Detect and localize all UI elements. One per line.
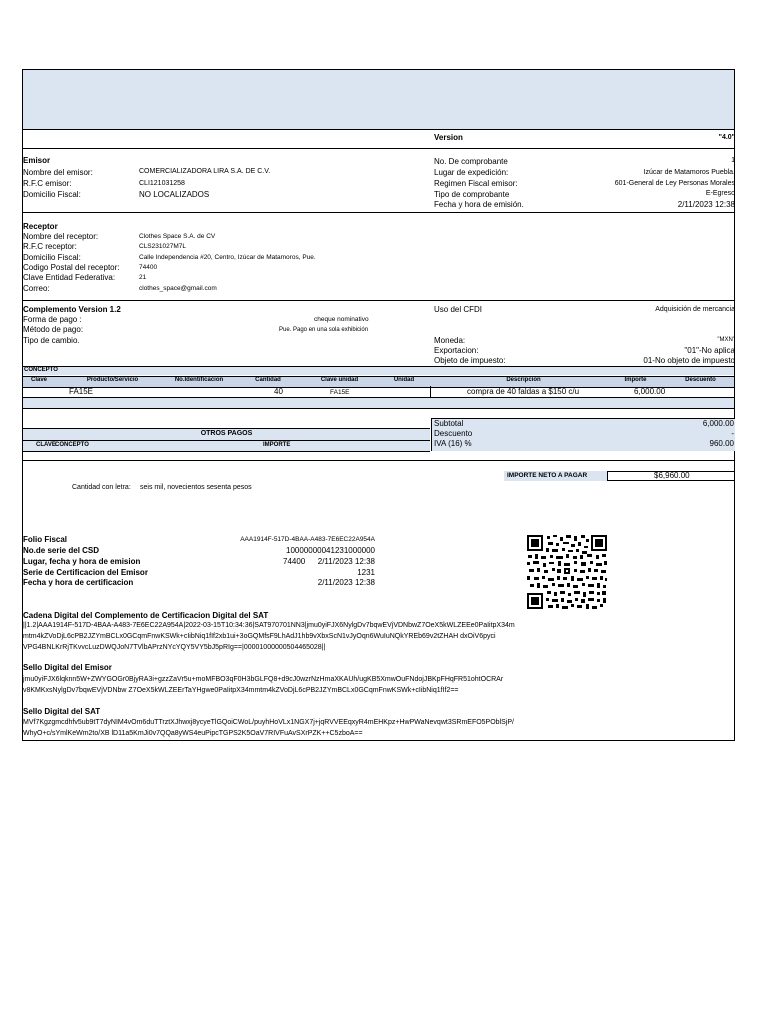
receptor-value: 21 <box>139 274 147 281</box>
emisor-value: NO LOCALIZADOS <box>139 190 210 199</box>
sello-sat-line: WhyO+c/sYmlKeWm2to/XB lD11a5KmJi0v7QQa8yWS4euPipcTGPS2K5OaV7RIVFuAvSXrPZK++C5zboA== <box>23 730 363 737</box>
totales-value: 6,000.00 <box>702 419 734 428</box>
emisor-label: R.F.C emisor: <box>23 179 72 188</box>
receptor-value: CLS231027M7L <box>139 243 186 250</box>
receptor-label: Clave Entidad Federativa: <box>23 273 116 282</box>
receptor-value: Calle Independencia #20, Centro, Izúcar de Matamoros, Pue. <box>139 254 316 261</box>
neto-label: IMPORTE NETO A PAGAR <box>507 472 588 479</box>
comprobante-label: No. De comprobante <box>434 157 508 166</box>
metodo-pago-value: Pue. Pago en una sola exhibición <box>279 327 369 333</box>
divider <box>23 212 734 213</box>
comprobante-label: Tipo de comprobante <box>434 190 510 199</box>
complemento-label: Método de pago: <box>23 325 84 334</box>
receptor-label: Codigo Postal del receptor: <box>23 263 120 272</box>
emisor-label: Nombre del emisor: <box>23 168 93 177</box>
fiscal-label: Lugar, fecha y hora de emision <box>23 557 141 566</box>
concepto-clave: FA15E <box>69 387 94 396</box>
col-header: Unidad <box>393 377 415 383</box>
fecha-cert-value: 2/11/2023 12:38 <box>317 578 375 587</box>
qr-code-icon <box>526 534 608 610</box>
complemento-label: Forma de pago : <box>23 315 82 324</box>
folio-value: AAA1914F-517D-4BAA-A483-7E6EC22A954A <box>240 536 375 543</box>
comprobante-label: Lugar de expedición: <box>434 168 509 177</box>
cfdi-label: Uso del CFDI <box>434 305 483 314</box>
cfdi-label: Moneda: <box>434 336 466 345</box>
divider <box>430 386 431 397</box>
comprobante-value: 2/11/2023 12:38 <box>677 200 735 209</box>
otros-col-header: IMPORTE <box>263 442 291 448</box>
letra-label: Cantidad con letra: <box>72 484 131 491</box>
letra-value: seis mil, novecientos sesenta pesos <box>140 484 252 491</box>
comprobante-value: 1 <box>731 157 735 164</box>
col-header: Clave <box>30 377 47 383</box>
totales-label: Descuento <box>434 429 473 438</box>
cfdi-label: Exportacion: <box>434 346 479 355</box>
version-label: Version <box>434 133 463 142</box>
cfdi-value: 01-No objeto de impuesto <box>643 356 735 365</box>
concepto-title: CONCEPTO <box>24 367 58 373</box>
comprobante-label: Regimen Fiscal emisor: <box>434 179 518 188</box>
comprobante-value: E-Egreso <box>705 190 735 197</box>
comprobante-value: 601-General de Ley Personas Morales <box>614 180 735 187</box>
col-header: No.Identificacion <box>174 377 224 383</box>
lugar-fecha-value: 2/11/2023 12:38 <box>317 557 375 566</box>
cadena-heading: Cadena Digital del Complemento de Certificacion Digital del SAT <box>23 611 269 620</box>
cfdi-label: Objeto de impuesto: <box>434 356 506 365</box>
fiscal-label: Fecha y hora de certificacion <box>23 578 134 587</box>
sello-emisor-line: jmu0yiFJX6lqknn5W+ZWYGOGr0BjyRA3i+gzzZaVr5u+moMFBO3qF0H3bGLFQ8+d9cJ0wzrNzHmaXKAUh/ugKB5XmwOuFNdojJBKpFHqFR51ohtOCRAr <box>23 676 504 683</box>
col-header: Descuento <box>685 377 716 383</box>
version-value: "4.0" <box>718 134 735 141</box>
receptor-value: 74400 <box>139 264 158 271</box>
divider <box>23 460 734 461</box>
forma-pago-value: cheque nominativo <box>314 316 369 323</box>
emisor-heading: Emisor <box>23 156 51 165</box>
emisor-label: Domicilio Fiscal: <box>23 190 81 199</box>
receptor-heading: Receptor <box>23 222 58 231</box>
emisor-value: COMERCIALIZADORA LIRA S.A. DE C.V. <box>139 168 271 175</box>
col-header: Clave unidad <box>320 377 359 383</box>
sello-sat-line: MVf7Kgzgmcdhfv5ub9tT7dyNIM4vOm6duTTrztXJhwxj8ycyeTlGQoiCWoL/puyhHoVLx1NGX7j+jqRVVEEqxyR4mEHKpz+HwPWaNevqwt3SRmEFO5POblSjP/ <box>23 719 514 726</box>
cadena-line: VPG4BNLKrRjTKvvcLuzDWQJoN7TVlbAPrzNYcYQY5VY5bJ5pRIg==|00001000000504465028|| <box>23 644 326 651</box>
receptor-label: Nombre del receptor: <box>23 232 99 241</box>
cfdi-value: "MXN" <box>717 337 735 343</box>
concepto-descripcion: compra de 40 faldas a $150 c/u <box>467 387 580 396</box>
sello-emisor-heading: Sello Digital del Emisor <box>23 663 112 672</box>
receptor-label: R.F.C receptor: <box>23 242 77 251</box>
concepto-title-band <box>23 367 734 375</box>
concepto-importe: 6,000.00 <box>634 387 666 396</box>
receptor-label: Domicilio Fiscal: <box>23 253 81 262</box>
otros-pagos-title: OTROS PAGOS <box>200 430 253 437</box>
sello-emisor-line: v8KMKxsNylgDv7bqwEVjVDNbw Z7OeX5kWLZEErTaYHgwe0PaIitpX34mmtm4kZVoDjL6cPB2JZYmBCLx0GCqmFnwKSWk+cIibNiq1fIf2== <box>23 687 459 694</box>
totales-label: Subtotal <box>434 419 464 428</box>
header-band <box>23 70 734 130</box>
fiscal-label: Serie de Certificacion del Emisor <box>23 568 148 577</box>
cfdi-value: Adquisición de mercancia <box>655 306 735 313</box>
col-header: Cantidad <box>255 377 281 383</box>
divider <box>23 300 734 301</box>
complemento-heading: Complemento Version 1.2 <box>23 305 121 314</box>
serie-csd-value: 10000000041231000000 <box>286 546 375 555</box>
comprobante-value: Izúcar de Matamoros Puebla. <box>643 169 735 176</box>
otros-col-header: CONCEPTO <box>55 442 89 448</box>
cfdi-value: "01"-No aplica <box>684 346 735 355</box>
receptor-value: clothes_space@gmail.com <box>139 285 217 292</box>
col-header: Producto/Servicio <box>86 377 139 383</box>
lugar-cp-value: 74400 <box>283 557 306 566</box>
emisor-value: CLI121031258 <box>139 180 185 187</box>
fiscal-label: Folio Fiscal <box>23 535 68 544</box>
fiscal-label: No.de serie del CSD <box>23 546 100 555</box>
complemento-label: Tipo de cambio. <box>23 336 80 345</box>
sello-sat-heading: Sello Digital del SAT <box>23 707 101 716</box>
neto-value: $6,960.00 <box>654 471 690 480</box>
cadena-line: mtm4kZVoDjL6cPB2JZYmBCLx0GCqmFnwKSWk+cIibNiq1fIf2xb1ui+3oGQMfsF9LhAdJ1hb9vXbxScN1vJyOqn6WuIuNQkYREb69v2tZHAH dxOiV6pyci <box>23 633 496 640</box>
divider <box>23 408 734 409</box>
totales-label: IVA (16) % <box>434 439 472 448</box>
totales-value: 960.00 <box>709 439 734 448</box>
receptor-label: Correo: <box>23 284 50 293</box>
serie-cert-value: 1231 <box>357 568 375 577</box>
receptor-value: Clothes Space S.A. de CV <box>139 233 216 240</box>
totales-value: - <box>731 429 734 438</box>
col-header: Descripcion <box>506 377 541 383</box>
concepto-clave-unidad: FA15E <box>330 389 350 396</box>
col-header: Importe <box>624 377 647 383</box>
divider <box>23 148 734 149</box>
cadena-line: ||1.2|AAA1914F-517D-4BAA-A483-7E6EC22A954A|2022-03-15T10:34:36|SAT970701NN3|jmu0yiFJX6NylgDv7bqwEVjVDNbwZ7OeX5kWLZEEe0PaIitpX34m <box>23 622 515 629</box>
comprobante-label: Fecha y hora de emisión. <box>434 200 524 209</box>
concepto-cantidad: 40 <box>274 387 283 396</box>
otros-col-header: CLAVE <box>36 442 56 448</box>
